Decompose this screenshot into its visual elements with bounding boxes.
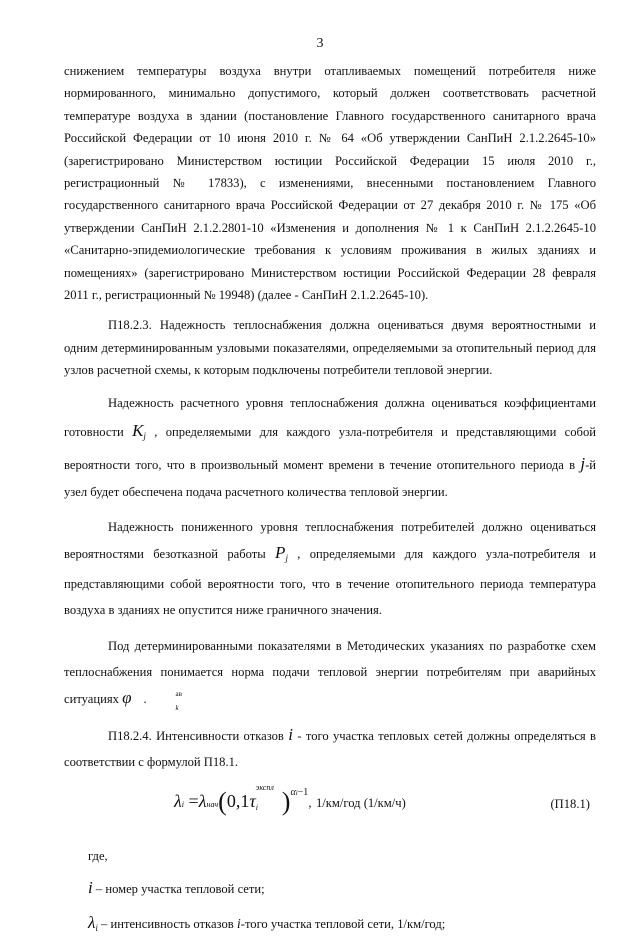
formula-exp-rest: −1 — [297, 786, 309, 798]
formula-lambda-i: λ — [174, 790, 182, 811]
paragraph-readiness-coefficient — [64, 390, 596, 506]
phi-subscript: k — [175, 703, 179, 712]
document-body — [64, 60, 596, 943]
formula-number: (П18.1) — [550, 796, 590, 811]
i-symbol: i — [288, 724, 293, 744]
p3-text-b: , определяемыми для каждого узла-потребителя и представляющими собой вероятности того, что в произвольный момент времени в течение отопительного периода в — [64, 424, 596, 472]
formula-tau-sub: i — [255, 802, 259, 812]
page-number: 3 — [316, 36, 324, 51]
definition-text: – номер участка тепловой сети; — [92, 881, 265, 896]
k-symbol: K — [132, 420, 144, 440]
paragraph-sanpin-reference: снижением температуры воздуха внутри отапливаемых помещений потребителя ниже нормированного, минимально допустимого, который должен соответствовать расчетной температуре воздуха в здании (постановление Главного государственного санитарного врача Российской Федерации от 10 июня 2010 г. № 64 «Об утверждении СанПиН 2.1.2.2645-10» (зарегистрировано Министерством юстиции Российской Федерации 15 июля 2010 г., регистрационный № 17833), с изменениями, внесенными постановлением Главного государственного санитарного врача Российской Федерации от 27 декабря 2010 г. № 175 «Об утверждении СанПиН 2.1.2.2801-10 «Изменения и дополнения № 1 к СанПиН 2.1.2.2645-10 «Санитарно-эпидемиологические требования к условиям проживания в жилых зданиях и помещениях» (зарегистрировано Министерством юстиции Российской Федерации 28 февраля 2011 г., регистрационный № 19948) (далее - СанПиН 2.1.2.2645-10). — [64, 64, 596, 303]
formula-lambda-start-sub: нач — [206, 799, 219, 809]
definition-symbol-i-inline: i — [236, 916, 241, 932]
p3-text-a: Надежность расчетного уровня теплоснабжения должна оцениваться коэффициентами готовности — [64, 395, 596, 439]
j-symbol: j — [580, 453, 586, 473]
paragraph-p18-2-4 — [64, 722, 596, 775]
formula-exp-alpha: α — [290, 786, 296, 798]
phi-superscript: ав — [175, 689, 182, 698]
definition-item — [88, 873, 596, 904]
definition-item — [88, 908, 596, 943]
definition-text-tail: -того участка тепловой сети, 1/км/год; — [240, 916, 446, 931]
p-symbol: P — [275, 542, 286, 562]
definition-symbol-lambda-sub: i — [95, 922, 98, 933]
formula-equals: = — [188, 790, 199, 811]
definitions-label: где, — [88, 848, 108, 863]
formula-units: 1/км/год (1/км/ч) — [315, 795, 406, 810]
p4-text-b: , определяемыми для каждого узла-потребителя и представляющими собой вероятности того, что в течение отопительного периода температура воздуха в зданиях не опустится ниже граничного значения. — [64, 546, 596, 617]
formula-tau-sup: экспл — [255, 782, 274, 792]
paragraph-p18-2-3: П18.2.3. Надежность теплоснабжения должна оцениваться двумя вероятностными и одним детерминированным узловыми показателями, определяемыми за отопительный период для узлов расчетной схемы, к которым подключены потребители тепловой энергии. — [64, 318, 596, 378]
p6-text-b: - того участка тепловых сетей должны определяться в соответствии с формулой П18.1. — [64, 728, 596, 769]
phi-symbol: φ — [122, 687, 132, 707]
k-subscript: j — [143, 430, 146, 441]
formula-coefficient: 0,1 — [226, 790, 250, 811]
formula-tau: τ — [249, 790, 256, 811]
p5-text-b: . — [143, 691, 147, 706]
p6-text-a: П18.2.4. Интенсивности отказов — [108, 728, 284, 743]
formula-comma: , — [308, 795, 312, 810]
p5-text-a: Под детерминированными показателями в Методических указаниях по разработке схем теплоснабжения понимается норма подачи тепловой энергии потребителям при аварийных ситуациях — [64, 638, 596, 706]
p3-text-c: -й узел будет обеспечена подача расчетного количества тепловой энергии. — [64, 457, 596, 499]
paragraph-deterministic-indicators — [64, 633, 596, 712]
p-subscript: j — [285, 552, 288, 563]
definition-symbol-lambda: λ — [88, 912, 96, 932]
formula-exp-alpha-sub: i — [295, 788, 298, 797]
formula-p18-1 — [64, 781, 596, 839]
formula-lambda-start: λ — [198, 790, 207, 811]
p4-text-a: Надежность пониженного уровня теплоснабжения потребителей должно оцениваться вероятностями безотказной работы — [64, 519, 596, 561]
definition-text: – интенсивность отказов — [97, 916, 237, 931]
formula-lambda-i-sub: i — [181, 799, 185, 809]
formula-expression: λi =λнач(0,1τ экспл i )$^{\alpha i-1}$, 1/км/год (1/км/ч) — [174, 782, 406, 816]
paragraph-failure-free-probability — [64, 514, 596, 623]
definition-symbol-i: i — [88, 877, 93, 897]
